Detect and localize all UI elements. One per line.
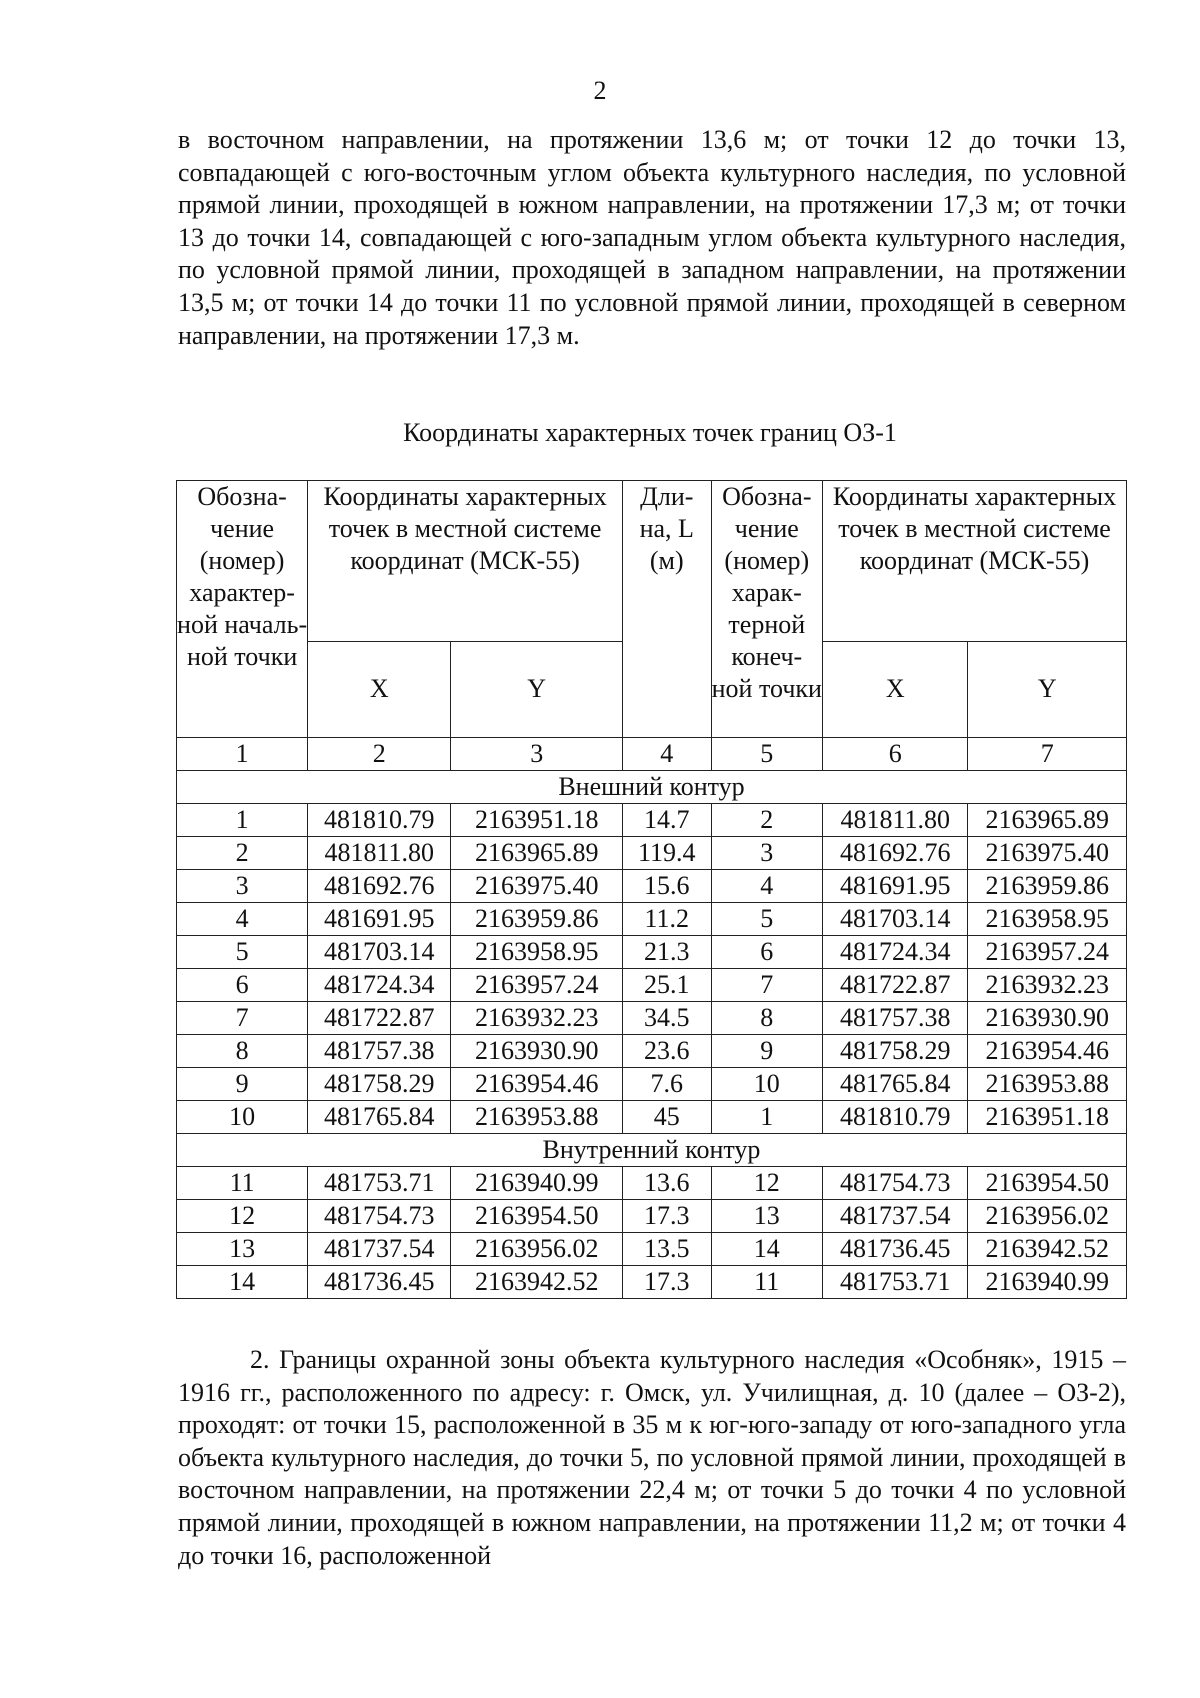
- table-cell: 4: [177, 903, 308, 936]
- table-cell: 6: [711, 936, 823, 969]
- table-cell: 481765.84: [308, 1101, 451, 1134]
- table-cell: 2163975.40: [968, 837, 1127, 870]
- table-cell: 34.5: [623, 1002, 712, 1035]
- paragraph-oz2-boundaries: 2. Границы охранной зоны объекта культурного наследия «Особняк», 1915 – 1916 гг., расположенного по адресу: г. Омск, ул. Училищная, д. 10 (далее – ОЗ-2), проходят: от точки 15, расположенной в 35 м к юг-юго-западу от юго-западного угла объекта культурного наследия, до точки 5, по условной прямой линии, проходящей в восточном направлении, на протяжении 22,4 м; от точки 5 до точки 4 по условной прямой линии, проходящей в южном направлении, на протяжении 11,2 м; от точки 4 до точки 16, расположенной: [178, 1345, 1126, 1570]
- coordinates-table: [176, 480, 1127, 1299]
- table-cell: 481737.54: [823, 1200, 968, 1233]
- table-cell: 9: [177, 1068, 308, 1101]
- table-cell: 2163930.90: [451, 1035, 623, 1068]
- table-cell: 2163954.46: [451, 1068, 623, 1101]
- table-cell: 481703.14: [823, 903, 968, 936]
- table-cell: 2163957.24: [968, 936, 1127, 969]
- table-cell: 8: [711, 1002, 823, 1035]
- table-cell: 481810.79: [308, 804, 451, 837]
- table-cell: 2163965.89: [451, 837, 623, 870]
- table-title: Координаты характерных точек границ ОЗ-1: [403, 418, 897, 447]
- table-row: [177, 1002, 1127, 1035]
- table-cell: 17.3: [623, 1200, 712, 1233]
- table-row: [177, 804, 1127, 837]
- table-cell: 3: [177, 870, 308, 903]
- table-cell: 481691.95: [308, 903, 451, 936]
- header-length: Дли- на, L (м): [623, 481, 712, 738]
- table-cell: 13: [711, 1200, 823, 1233]
- table-cell: 2163958.95: [968, 903, 1127, 936]
- outer-contour-label: Внешний контур: [177, 771, 1127, 804]
- table-cell: 14.7: [623, 804, 712, 837]
- column-number: 6: [823, 738, 968, 771]
- table-cell: 2163958.95: [451, 936, 623, 969]
- table-cell: 481753.71: [823, 1266, 968, 1299]
- table-cell: 2163954.46: [968, 1035, 1127, 1068]
- table-cell: 5: [177, 936, 308, 969]
- column-number: 1: [177, 738, 308, 771]
- table-cell: 45: [623, 1101, 712, 1134]
- table-cell: 8: [177, 1035, 308, 1068]
- table-row: [177, 1068, 1127, 1101]
- table-cell: 481722.87: [308, 1002, 451, 1035]
- column-number: 4: [623, 738, 712, 771]
- table-cell: 481810.79: [823, 1101, 968, 1134]
- table-row: [177, 837, 1127, 870]
- table-cell: 6: [177, 969, 308, 1002]
- page-number: 2: [593, 76, 607, 105]
- table-cell: 481691.95: [823, 870, 968, 903]
- table-cell: 12: [177, 1200, 308, 1233]
- table-cell: 2163953.88: [968, 1068, 1127, 1101]
- table-cell: 14: [711, 1233, 823, 1266]
- table-row: [177, 1035, 1127, 1068]
- table-cell: 10: [711, 1068, 823, 1101]
- table-cell: 7: [711, 969, 823, 1002]
- table-row: [177, 1266, 1127, 1299]
- table-cell: 2: [711, 804, 823, 837]
- table-cell: 2163930.90: [968, 1002, 1127, 1035]
- column-number: 3: [451, 738, 623, 771]
- table-cell: 481703.14: [308, 936, 451, 969]
- table-cell: 481692.76: [823, 837, 968, 870]
- table-cell: 2163940.99: [968, 1266, 1127, 1299]
- table-cell: 2163956.02: [451, 1233, 623, 1266]
- table-cell: 2163954.50: [968, 1167, 1127, 1200]
- table-cell: 11.2: [623, 903, 712, 936]
- table-cell: 481765.84: [823, 1068, 968, 1101]
- table-row: [177, 969, 1127, 1002]
- table-cell: 1: [711, 1101, 823, 1134]
- table-cell: 2163932.23: [451, 1002, 623, 1035]
- table-cell: 481757.38: [823, 1002, 968, 1035]
- table-cell: 2163959.86: [451, 903, 623, 936]
- table-cell: 481724.34: [308, 969, 451, 1002]
- table-cell: 2163932.23: [968, 969, 1127, 1002]
- table-cell: 481737.54: [308, 1233, 451, 1266]
- table-row: [177, 1233, 1127, 1266]
- table-cell: 481724.34: [823, 936, 968, 969]
- header-y-end: Y: [968, 641, 1127, 737]
- table-cell: 481811.80: [823, 804, 968, 837]
- table-cell: 2163951.18: [968, 1101, 1127, 1134]
- paragraph-continuation: в восточном направлении, на протяжении 13,6 м; от точки 12 до точки 13, совпадающей с юго-восточным углом объекта культурного наследия, по условной прямой линии, проходящей в южном направлении, на протяжении 17,3 м; от точки 13 до точки 14, совпадающей с юго-западным углом объекта культурного наследия, по условной прямой линии, проходящей в западном направлении, на протяжении 13,5 м; от точки 14 до точки 11 по условной прямой линии, проходящей в северном направлении, на протяжении 17,3 м.: [178, 125, 1126, 350]
- header-y: Y: [451, 641, 623, 737]
- column-number-row: [177, 738, 1127, 771]
- table-cell: 17.3: [623, 1266, 712, 1299]
- table-cell: 481753.71: [308, 1167, 451, 1200]
- table-cell: 481722.87: [823, 969, 968, 1002]
- table-cell: 2163956.02: [968, 1200, 1127, 1233]
- table-cell: 25.1: [623, 969, 712, 1002]
- column-number: 7: [968, 738, 1127, 771]
- table-cell: 13: [177, 1233, 308, 1266]
- table-cell: 1: [177, 804, 308, 837]
- table-cell: 11: [711, 1266, 823, 1299]
- table-row: [177, 1200, 1127, 1233]
- table-cell: 481758.29: [823, 1035, 968, 1068]
- table-cell: 481736.45: [308, 1266, 451, 1299]
- inner-contour-label: Внутренний контур: [177, 1134, 1127, 1167]
- table-cell: 9: [711, 1035, 823, 1068]
- header-start-coordinates: Координаты характерных точек в местной системе координат (МСК-55): [308, 481, 623, 642]
- table-row: [177, 936, 1127, 969]
- table-cell: 481758.29: [308, 1068, 451, 1101]
- table-cell: 119.4: [623, 837, 712, 870]
- table-cell: 10: [177, 1101, 308, 1134]
- table-cell: 3: [711, 837, 823, 870]
- table-row: [177, 1167, 1127, 1200]
- table-cell: 12: [711, 1167, 823, 1200]
- table-cell: 2163942.52: [968, 1233, 1127, 1266]
- table-row: [177, 870, 1127, 903]
- table-cell: 2: [177, 837, 308, 870]
- table-cell: 2163953.88: [451, 1101, 623, 1134]
- table-cell: 2163965.89: [968, 804, 1127, 837]
- table-row: [177, 903, 1127, 936]
- table-cell: 481692.76: [308, 870, 451, 903]
- table-cell: 21.3: [623, 936, 712, 969]
- table-cell: 2163951.18: [451, 804, 623, 837]
- table-cell: 5: [711, 903, 823, 936]
- table-cell: 2163959.86: [968, 870, 1127, 903]
- table-cell: 481757.38: [308, 1035, 451, 1068]
- header-end-point: Обозна- чение (номер) харак- терной конеч- ной точки: [711, 481, 823, 738]
- table-cell: 2163957.24: [451, 969, 623, 1002]
- table-cell: 7: [177, 1002, 308, 1035]
- table-cell: 481811.80: [308, 837, 451, 870]
- header-end-coordinates: Координаты характерных точек в местной системе координат (МСК-55): [823, 481, 1127, 642]
- column-number: 5: [711, 738, 823, 771]
- table-cell: 11: [177, 1167, 308, 1200]
- table-cell: 2163942.52: [451, 1266, 623, 1299]
- table-cell: 2163940.99: [451, 1167, 623, 1200]
- table-cell: 7.6: [623, 1068, 712, 1101]
- header-start-point: Обозна- чение (номер) характер- ной началь- ной точки: [177, 481, 308, 738]
- table-cell: 481754.73: [308, 1200, 451, 1233]
- table-cell: 2163954.50: [451, 1200, 623, 1233]
- table-cell: 481736.45: [823, 1233, 968, 1266]
- table-cell: 481754.73: [823, 1167, 968, 1200]
- table-cell: 2163975.40: [451, 870, 623, 903]
- table-cell: 13.6: [623, 1167, 712, 1200]
- column-number: 2: [308, 738, 451, 771]
- table-cell: 4: [711, 870, 823, 903]
- table-cell: 15.6: [623, 870, 712, 903]
- table-cell: 23.6: [623, 1035, 712, 1068]
- table-cell: 14: [177, 1266, 308, 1299]
- table-row: [177, 1101, 1127, 1134]
- header-x: X: [308, 641, 451, 737]
- header-x-end: X: [823, 641, 968, 737]
- table-cell: 13.5: [623, 1233, 712, 1266]
